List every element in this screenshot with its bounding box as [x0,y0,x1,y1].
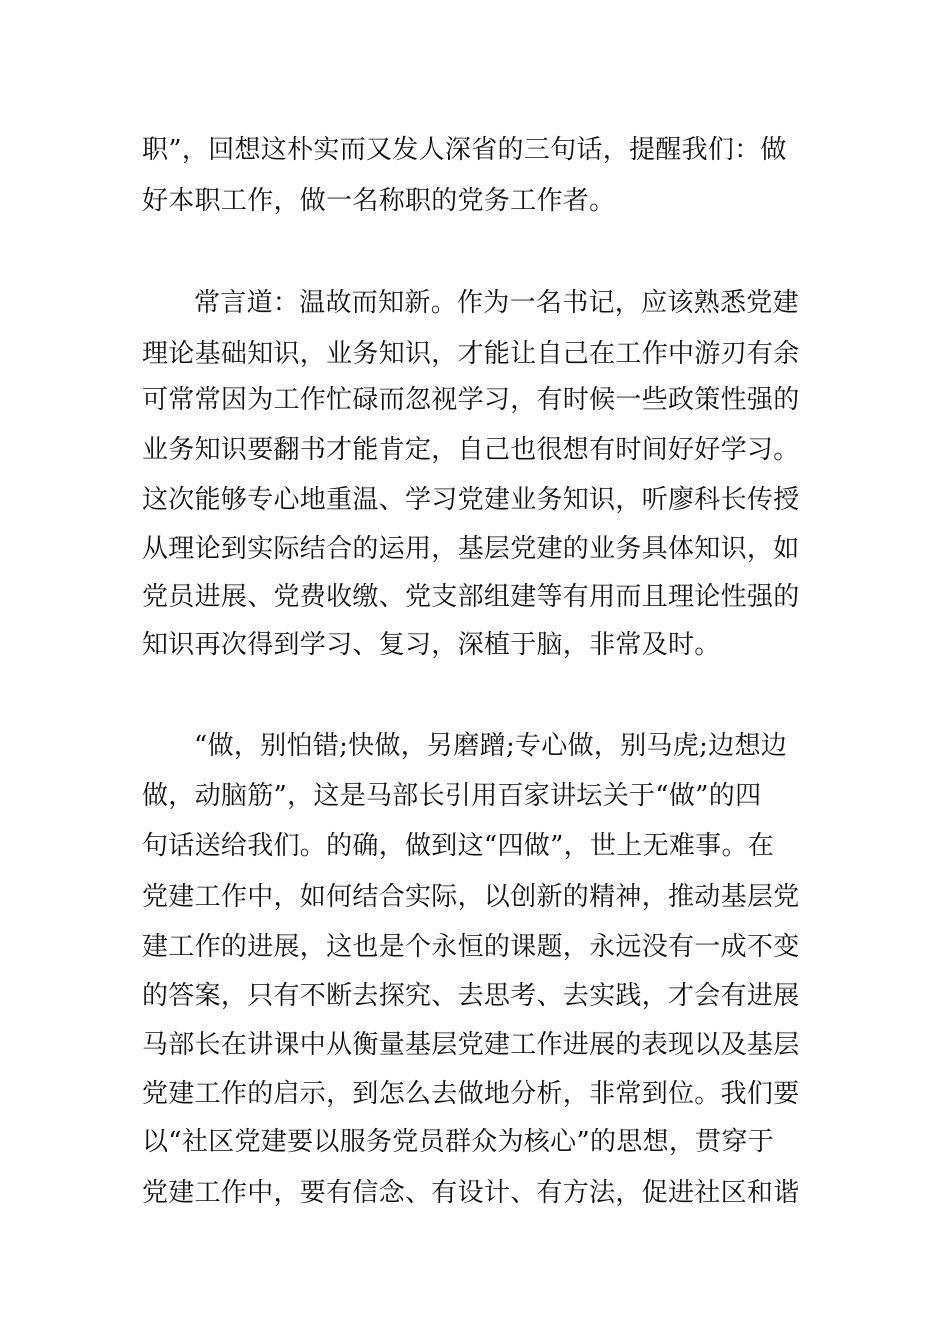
paragraph-3-line-4: 党建工作中，如何结合实际，以创新的精神，推动基层党 [142,882,800,912]
paragraph-3-line-8: 党建工作的启示，到怎么去做地分析，非常到位。我们要 [142,1079,800,1109]
paragraph-2-line-2: 理论基础知识，业务知识，才能让自己在工作中游刃有余 [142,339,800,369]
paragraph-2-line-4: 业务知识要翻书才能肯定，自己也很想有时间好好学习。 [142,435,800,465]
paragraph-3-line-6: 的答案，只有不断去探究、去思考、去实践，才会有进展 [142,981,800,1011]
paragraph-1-line-2: 好本职工作，做一名称职的党务工作者。 [142,186,616,216]
paragraph-2-line-7: 党员进展、党费收缴、党支部组建等有用而且理论性强的 [142,582,800,612]
paragraph-2-line-3: 可常常因为工作忙碌而忽视学习，有时候一些政策性强的 [142,385,800,415]
paragraph-1-line-1: 职”，回想这朴实而又发人深省的三句话，提醒我们：做 [142,135,787,165]
paragraph-3-line-10: 党建工作中，要有信念、有设计、有方法，促进社区和谐 [142,1178,800,1208]
paragraph-2-line-8: 知识再次得到学习、复习，深植于脑，非常及时。 [142,630,721,660]
paragraph-3-line-1: “做，别怕错;快做，另磨蹭;专心做，别马虎;边想边 [194,731,788,761]
paragraph-3-line-7: 马部长在讲课中从衡量基层党建工作进展的表现以及基层 [142,1030,800,1060]
paragraph-3-line-5: 建工作的进展，这也是个永恒的课题，永远没有一成不变 [142,932,800,962]
paragraph-2-line-1: 常言道：温故而知新。作为一名书记，应该熟悉党建 [194,288,799,318]
paragraph-3-line-2: 做，动脑筋”，这是马部长引用百家讲坛关于“做”的四 [142,781,762,811]
paragraph-2-line-6: 从理论到实际结合的运用，基层党建的业务具体知识，如 [142,534,800,564]
paragraph-3-line-3: 句话送给我们。的确，做到这“四做”，世上无难事。在 [142,831,775,861]
paragraph-3-line-9: 以“社区党建要以服务党员群众为核心”的思想，贯穿于 [142,1127,775,1157]
paragraph-2-line-5: 这次能够专心地重温、学习党建业务知识，听廖科长传授 [142,485,800,515]
